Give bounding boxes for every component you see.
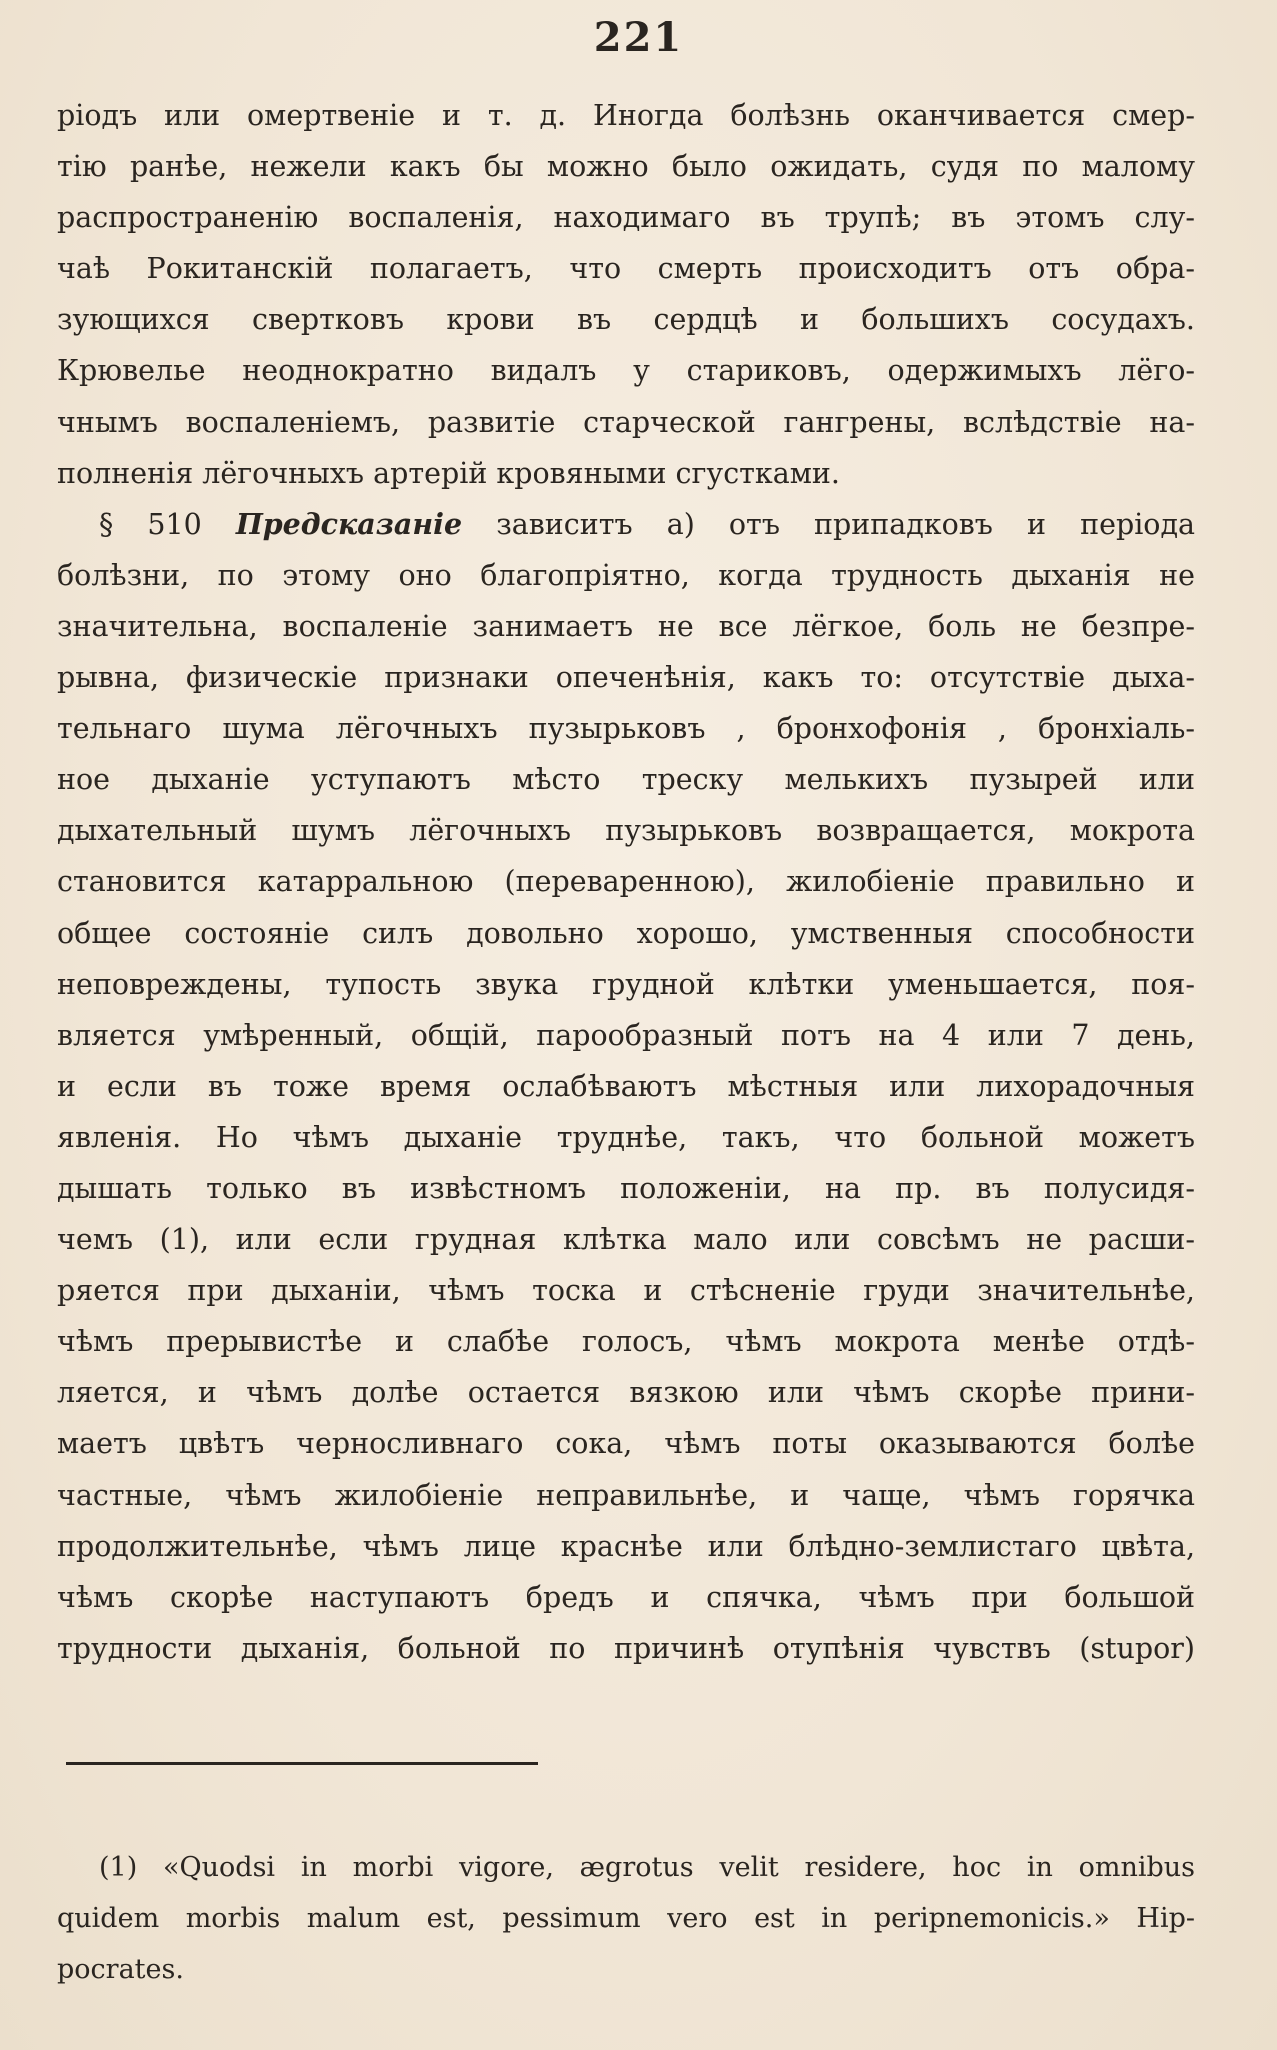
text-line: частные, чѣмъ жилобіеніе неправильнѣе, и чаще, чѣмъ горячка [57,1478,1195,1512]
main-text [57,90,1195,1674]
text-line: чаѣ Рокитанскій полагаетъ, что смерть происходитъ отъ обра- [57,252,1195,286]
text-line: чнымъ воспаленіемъ, развитіе старческой гангрены, вслѣдствіе на- [57,405,1195,439]
section-first-line: зависитъ а) отъ припадковъ и періода [496,507,1195,541]
text-line: чемъ (1), или если грудная клѣтка мало или совсѣмъ не расши- [57,1223,1195,1257]
text-line: дыхательный шумъ лёгочныхъ пузырьковъ возвращается, мокрота [57,814,1195,848]
text-line: тельнаго шума лёгочныхъ пузырьковъ , бронхофонія , бронхіаль- [57,712,1195,746]
text-line: неповреждены, тупость звука грудной клѣтки уменьшается, поя- [57,967,1195,1001]
footnote-divider [66,1762,538,1765]
text-line: трудности дыханія, больной по причинѣ отупѣнія чувствъ (stupor) [57,1631,1195,1665]
text-line: рывна, физическіе признаки опеченѣнія, какъ то: отсутствіе дыха- [57,661,1195,695]
section-heading-line [57,499,1195,550]
text-line: вляется умѣренный, общій, парообразный потъ на 4 или 7 день, [57,1018,1195,1052]
footnote-line: quidem morbis malum est, pessimum vero est in peripnemonicis.» Hip- [57,1903,1195,1934]
text-line: явленія. Но чѣмъ дыханіе труднѣе, такъ, что больной можетъ [57,1120,1195,1154]
footnote-line: pocrates. [57,1954,184,1985]
text-line: тію ранѣе, нежели какъ бы можно было ожидать, судя по малому [57,150,1195,184]
text-line: и если въ тоже время ослабѣваютъ мѣстныя или лихорадочныя [57,1069,1195,1103]
text-line: становится катарральною (переваренною), жилобіеніе правильно и [57,865,1195,899]
page-number: 221 [593,14,684,61]
text-line: полненія лёгочныхъ артерій кровяными сгустками. [57,456,840,490]
text-line: дышать только въ извѣстномъ положеніи, на пр. въ полусидя- [57,1171,1195,1205]
footnote-line: (1) «Quodsi in morbi vigore, ægrotus velit residere, hoc in omnibus [99,1852,1195,1883]
text-line: ное дыханіе уступаютъ мѣсто треску мелькихъ пузырей или [57,763,1195,797]
section-title: Предсказаніе [235,506,463,541]
text-line: чѣмъ прерывистѣе и слабѣе голосъ, чѣмъ мокрота менѣе отдѣ- [57,1325,1195,1359]
footnote [57,1842,1195,1995]
text-line: ріодъ или омертвеніе и т. д. Иногда болѣзнь оканчивается смер- [57,99,1195,132]
text-line: ляется, и чѣмъ долѣе остается вязкою или чѣмъ скорѣе прини- [57,1376,1195,1410]
text-line: значительна, воспаленіе занимаетъ не все лёгкое, боль не безпре- [57,609,1195,643]
text-line: распространенію воспаленія, находимаго въ трупѣ; въ этомъ слу- [57,201,1195,235]
text-line: общее состояніе силъ довольно хорошо, умственныя способности [57,916,1195,950]
section-number: § 510 [99,507,202,541]
text-line: продолжительнѣе, чѣмъ лице краснѣе или блѣдно-землистаго цвѣта, [57,1529,1195,1563]
text-line: зующихся свертковъ крови въ сердцѣ и большихъ сосудахъ. [57,303,1195,337]
text-line: болѣзни, по этому оно благопріятно, когда трудность дыханія не [57,558,1195,592]
text-line: Крювелье неоднократно видалъ у стариковъ, одержимыхъ лёго- [57,354,1195,388]
text-line: маетъ цвѣтъ черносливнаго сока, чѣмъ поты оказываются болѣе [57,1427,1195,1461]
text-line: чѣмъ скорѣе наступаютъ бредъ и спячка, чѣмъ при большой [57,1580,1195,1614]
text-line: ряется при дыханіи, чѣмъ тоска и стѣсненіе груди значительнѣе, [57,1274,1195,1308]
